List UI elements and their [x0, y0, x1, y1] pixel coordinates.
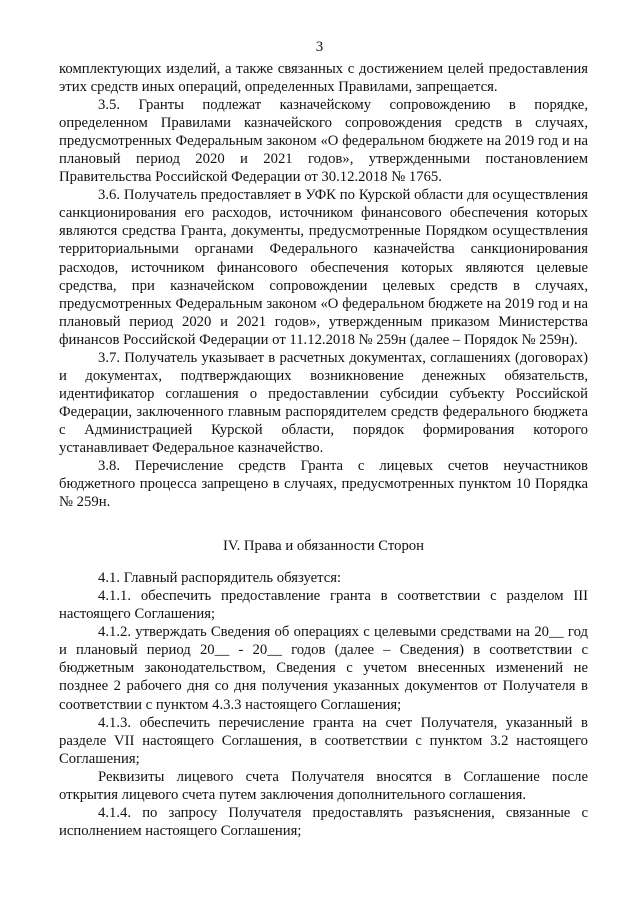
paragraph-4-1: 4.1. Главный распорядитель обязуется:: [98, 570, 342, 587]
paragraph-3-6: 3.6. Получатель предоставляет в УФК по Курской области для осуществления санкционирования его расходов, источником финансового обеспечения которых являются средства Гранта, документы, предусмотренные Порядком осуществления территориальными органами Федерального казначейства санкционирования расходов, источником финансового обеспечения которых являются целевые средства, при казначейском сопровождении целевых средств в случаях, предусмотренных Федеральным законом «О федеральном бюджете на 2019 год и на плановый период 2020 и 2021 годов», утвержденным приказом Министерства финансов Российской Федерации от 11.12.2018 № 259н (далее – Порядок № 259н).: [59, 187, 588, 348]
paragraph-account-details: Реквизиты лицевого счета Получателя вносятся в Соглашение после открытия лицевого счета путем заключения дополнительного соглашения.: [59, 768, 588, 803]
page-number: 3: [315, 39, 324, 55]
paragraph-4-1-3: 4.1.3. обеспечить перечисление гранта на счет Получателя, указанный в разделе VII настоящего Соглашения, в соответствии с пунктом 3.2 настоящего Соглашения;: [59, 714, 588, 767]
paragraph-3-4-continuation: комплектующих изделий, а также связанных с достижением целей предоставления этих средств иных операций, определенных Правилами, запрещается.: [59, 61, 588, 96]
paragraph-3-7: 3.7. Получатель указывает в расчетных документах, соглашениях (договорах) и документах, подтверждающих возникновение денежных обязательств, идентификатор соглашения о предоставлении субсидии субъекту Российской Федерации, заключенного главным распорядителем средств федерального бюджета с Администрацией Курской области, порядок формирования которого устанавливает Федеральное казначейство.: [59, 349, 588, 456]
paragraph-4-1-1: 4.1.1. обеспечить предоставление гранта в соответствии с разделом III настоящего Соглашения;: [59, 588, 588, 623]
document-body: [59, 60, 588, 840]
paragraph-3-8: 3.8. Перечисление средств Гранта с лицевых счетов неучастников бюджетного процесса запрещено в случаях, предусмотренных пунктом 10 Порядка № 259н.: [59, 458, 588, 511]
paragraph-3-5: 3.5. Гранты подлежат казначейскому сопровождению в порядке, определенном Правилами казначейского сопровождения средств в случаях, предусмотренных Федеральным законом «О федеральном бюджете на 2019 год и на плановый период 2020 и 2021 годов», утвержденными постановлением Правительства Российской Федерации от 30.12.2018 № 1765.: [59, 97, 588, 186]
section-heading: IV. Права и обязанности Сторон: [222, 538, 425, 555]
paragraph-4-1-2: 4.1.2. утверждать Сведения об операциях с целевыми средствами на 20__ год и плановый период 20__ - 20__ годов (далее – Сведения) в соответствии с бюджетным законодательством, Сведения с учетом внесенных изменений не позднее 2 рабочего дня со дня получения указанных документов от Получателя в соответствии с пунктом 4.3.3 настоящего Соглашения;: [59, 624, 588, 713]
paragraph-4-1-4: 4.1.4. по запросу Получателя предоставлять разъяснения, связанные с исполнением настоящего Соглашения;: [59, 804, 588, 839]
